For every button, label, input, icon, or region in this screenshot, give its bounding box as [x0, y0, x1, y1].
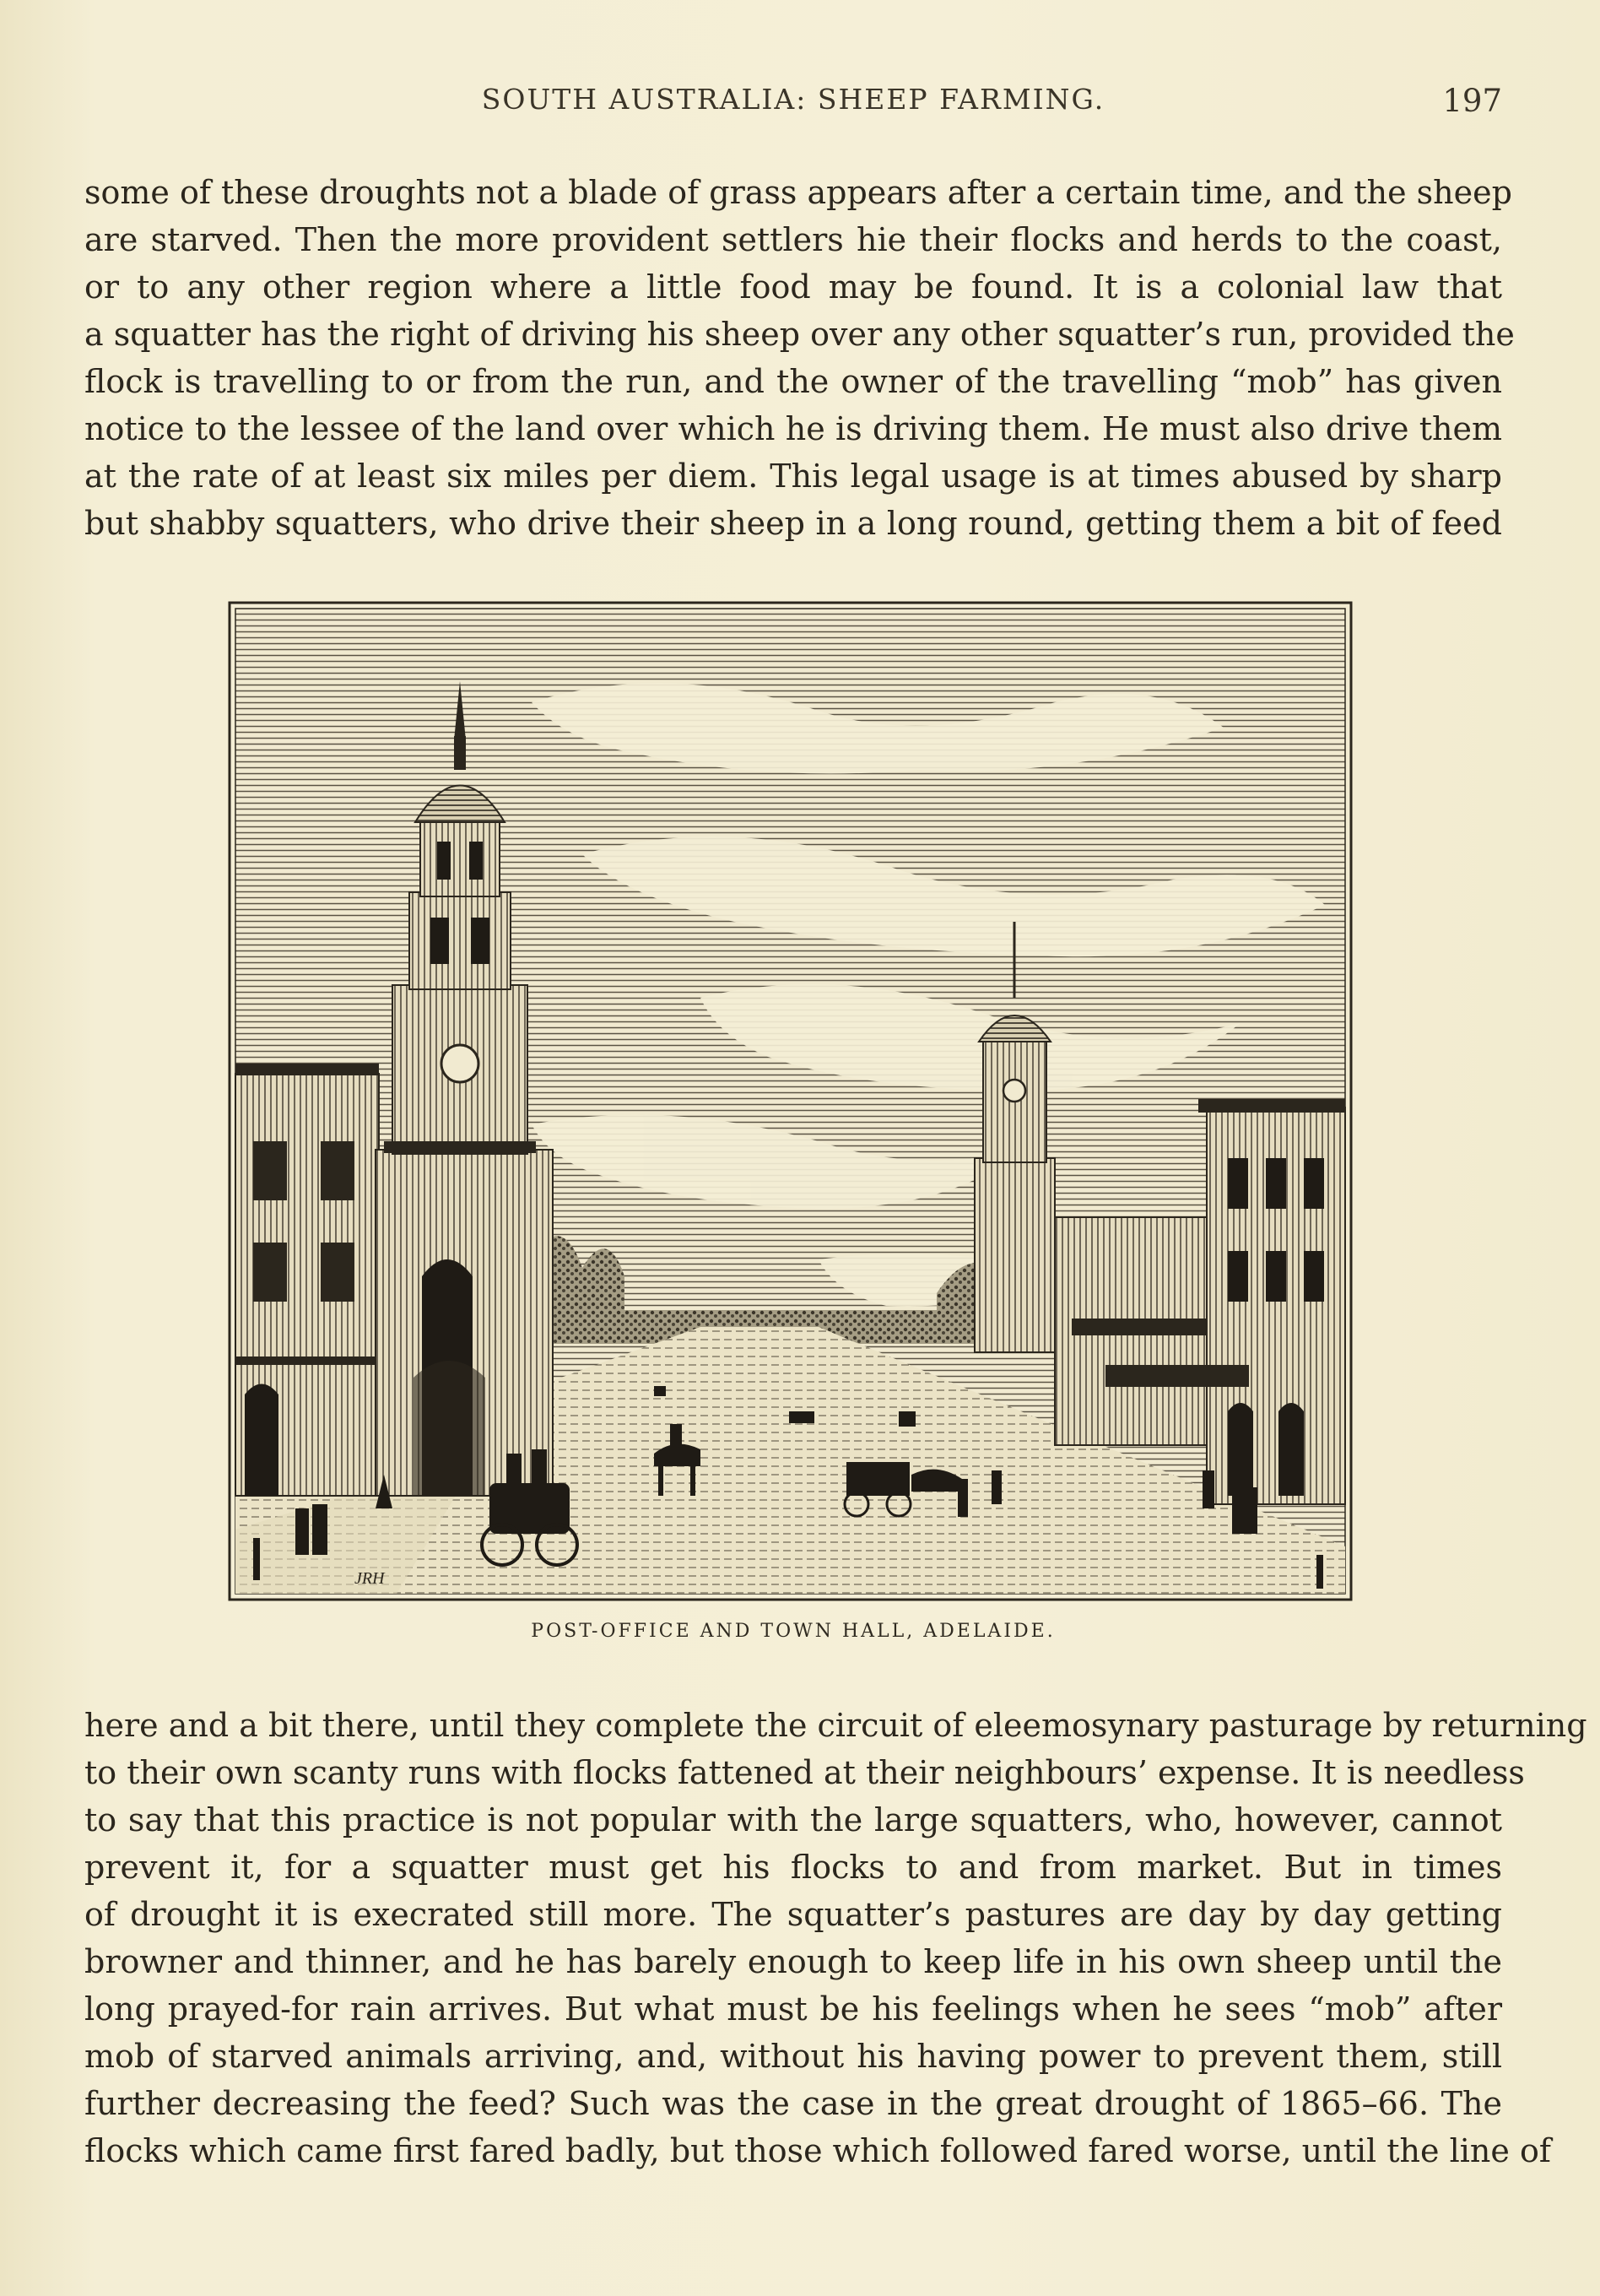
engraver-signature: JRH — [354, 1569, 385, 1588]
street-scene-engraving — [228, 601, 1353, 1601]
text-line: at the rate of at least six miles per diem. This legal usage is at times abused by sharp — [84, 458, 1502, 495]
text-line: to their own scanty runs with flocks fattened at their neighbours’ expense. It is needless — [84, 1754, 1525, 1791]
text-line: prevent it, for a squatter must get his flocks to and from market. But in times — [84, 1849, 1502, 1886]
text-line: or to any other region where a little food may be found. It is a colonial law that — [84, 268, 1502, 306]
text-line: long prayed-for rain arrives. But what must be his feelings when he sees “mob” after — [84, 1990, 1502, 2028]
paragraph-bottom — [84, 1702, 1587, 2174]
paragraph-top — [84, 169, 1515, 547]
text-line: notice to the lessee of the land over which he is driving them. He must also drive them — [84, 410, 1502, 447]
text-line: to say that this practice is not popular with the large squatters, who, however, cannot — [84, 1801, 1502, 1838]
running-head — [84, 83, 1502, 125]
text-line: but shabby squatters, who drive their sheep in a long round, getting them a bit of feed — [84, 505, 1502, 542]
text-line: browner and thinner, and he has barely enough to keep life in his own sheep until the — [84, 1943, 1502, 1980]
text-line: further decreasing the feed? Such was the case in the great drought of 1865–66. The — [84, 2085, 1502, 2122]
text-line: flocks which came first fared badly, but those which followed fared worse, until the line of — [84, 2132, 1551, 2169]
engraving-illustration — [228, 601, 1353, 1601]
text-line: mob of starved animals arriving, and, without his having power to prevent them, still — [84, 2038, 1502, 2075]
figure-caption: POST-OFFICE AND TOWN HALL, ADELAIDE. — [531, 1621, 1056, 1642]
text-line: flock is travelling to or from the run, and the owner of the travelling “mob” has given — [84, 363, 1502, 400]
page-number: 197 — [1442, 83, 1502, 119]
left-building — [235, 1064, 379, 1496]
text-line: here and a bit there, until they complete the circuit of eleemosynary pasturage by returning — [84, 1707, 1587, 1744]
text-line: are starved. Then the more provident settlers hie their flocks and herds to the coast, — [84, 221, 1502, 258]
running-title: SOUTH AUSTRALIA: SHEEP FARMING. — [481, 83, 1105, 116]
text-line: some of these droughts not a blade of grass appears after a certain time, and the sheep — [84, 174, 1512, 211]
text-line: of drought it is execrated still more. The squatter’s pastures are day by day getting — [84, 1896, 1502, 1933]
text-line: a squatter has the right of driving his sheep over any other squatter’s run, provided the — [84, 316, 1515, 353]
